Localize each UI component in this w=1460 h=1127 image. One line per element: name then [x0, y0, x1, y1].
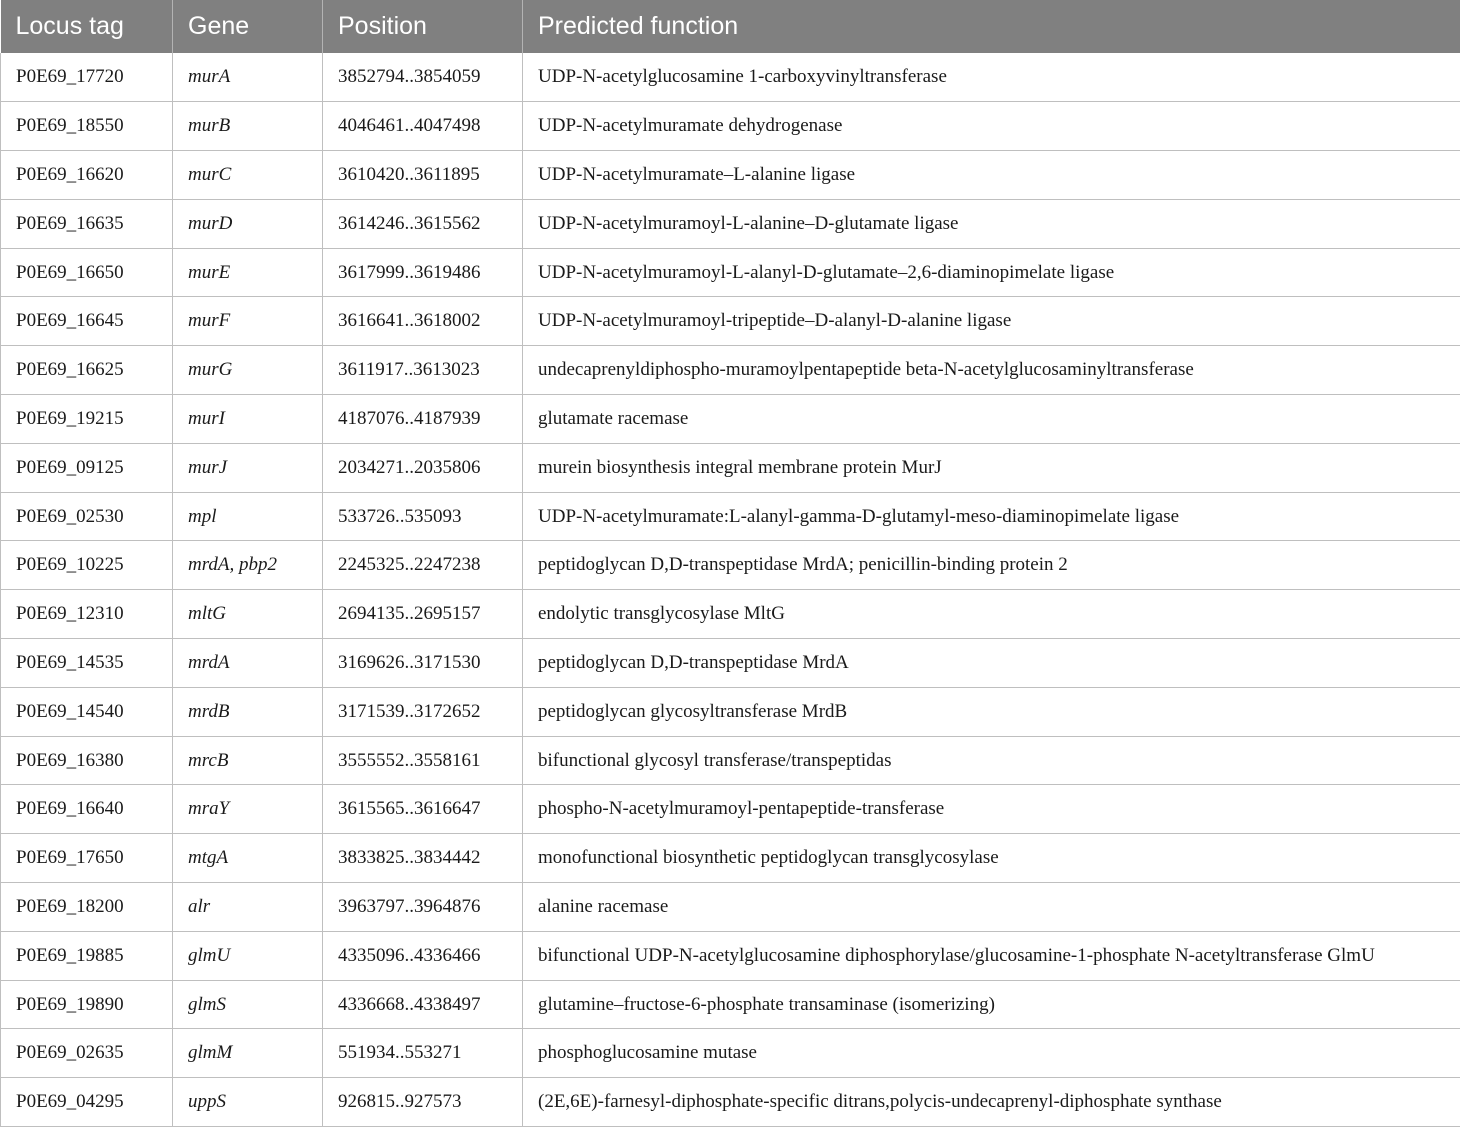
- cell-position: 3611917..3613023: [323, 346, 523, 395]
- table-row: [1, 102, 1460, 151]
- header-locus-tag: Locus tag: [1, 0, 173, 53]
- table-row: [1, 931, 1460, 980]
- cell-gene: murI: [173, 395, 323, 444]
- cell-locus-tag: P0E69_19215: [1, 395, 173, 444]
- cell-locus-tag: P0E69_16650: [1, 248, 173, 297]
- cell-position: 4335096..4336466: [323, 931, 523, 980]
- cell-predicted-function: alanine racemase: [523, 883, 1460, 932]
- cell-position: 4187076..4187939: [323, 395, 523, 444]
- cell-locus-tag: P0E69_16625: [1, 346, 173, 395]
- header-row: [1, 0, 1460, 53]
- cell-predicted-function: peptidoglycan glycosyltransferase MrdB: [523, 687, 1460, 736]
- cell-gene: mpl: [173, 492, 323, 541]
- cell-position: 3616641..3618002: [323, 297, 523, 346]
- cell-position: 3171539..3172652: [323, 687, 523, 736]
- table-row: [1, 199, 1460, 248]
- cell-predicted-function: undecaprenyldiphospho-muramoylpentapeptide beta-N-acetylglucosaminyltransferase: [523, 346, 1460, 395]
- cell-gene: glmU: [173, 931, 323, 980]
- cell-locus-tag: P0E69_16635: [1, 199, 173, 248]
- cell-gene: mrdB: [173, 687, 323, 736]
- cell-predicted-function: glutamine–fructose-6-phosphate transaminase (isomerizing): [523, 980, 1460, 1029]
- cell-locus-tag: P0E69_10225: [1, 541, 173, 590]
- cell-locus-tag: P0E69_02530: [1, 492, 173, 541]
- cell-locus-tag: P0E69_19885: [1, 931, 173, 980]
- table-header: [1, 0, 1460, 53]
- cell-locus-tag: P0E69_16645: [1, 297, 173, 346]
- cell-locus-tag: P0E69_04295: [1, 1078, 173, 1127]
- cell-predicted-function: monofunctional biosynthetic peptidoglycan transglycosylase: [523, 834, 1460, 883]
- cell-gene: murB: [173, 102, 323, 151]
- table-row: [1, 541, 1460, 590]
- cell-gene: murJ: [173, 443, 323, 492]
- cell-locus-tag: P0E69_16380: [1, 736, 173, 785]
- cell-gene: uppS: [173, 1078, 323, 1127]
- cell-position: 3555552..3558161: [323, 736, 523, 785]
- table-row: [1, 834, 1460, 883]
- cell-gene: mltG: [173, 590, 323, 639]
- cell-position: 3833825..3834442: [323, 834, 523, 883]
- cell-gene: murA: [173, 53, 323, 102]
- cell-position: 3614246..3615562: [323, 199, 523, 248]
- cell-locus-tag: P0E69_14540: [1, 687, 173, 736]
- cell-gene: murG: [173, 346, 323, 395]
- cell-predicted-function: UDP-N-acetylmuramoyl-L-alanine–D-glutamate ligase: [523, 199, 1460, 248]
- table-row: [1, 785, 1460, 834]
- cell-position: 3617999..3619486: [323, 248, 523, 297]
- header-position: Position: [323, 0, 523, 53]
- cell-gene: glmM: [173, 1029, 323, 1078]
- cell-position: 2034271..2035806: [323, 443, 523, 492]
- cell-locus-tag: P0E69_17650: [1, 834, 173, 883]
- cell-gene: mrdA: [173, 639, 323, 688]
- cell-predicted-function: murein biosynthesis integral membrane protein MurJ: [523, 443, 1460, 492]
- cell-gene: mtgA: [173, 834, 323, 883]
- cell-gene: mrcB: [173, 736, 323, 785]
- header-predicted-function: Predicted function: [523, 0, 1460, 53]
- table-row: [1, 297, 1460, 346]
- cell-predicted-function: endolytic transglycosylase MltG: [523, 590, 1460, 639]
- cell-gene: murE: [173, 248, 323, 297]
- cell-gene: mraY: [173, 785, 323, 834]
- cell-predicted-function: peptidoglycan D,D-transpeptidase MrdA: [523, 639, 1460, 688]
- table-row: [1, 443, 1460, 492]
- cell-position: 533726..535093: [323, 492, 523, 541]
- cell-predicted-function: bifunctional UDP-N-acetylglucosamine diphosphorylase/glucosamine-1-phosphate N-acetyltransferase GlmU: [523, 931, 1460, 980]
- table-row: [1, 1029, 1460, 1078]
- cell-position: 2694135..2695157: [323, 590, 523, 639]
- cell-position: 3169626..3171530: [323, 639, 523, 688]
- table-row: [1, 395, 1460, 444]
- cell-locus-tag: P0E69_18200: [1, 883, 173, 932]
- cell-predicted-function: UDP-N-acetylmuramate dehydrogenase: [523, 102, 1460, 151]
- cell-locus-tag: P0E69_02635: [1, 1029, 173, 1078]
- table-row: [1, 590, 1460, 639]
- cell-position: 551934..553271: [323, 1029, 523, 1078]
- cell-position: 3615565..3616647: [323, 785, 523, 834]
- cell-predicted-function: UDP-N-acetylmuramate:L-alanyl-gamma-D-glutamyl-meso-diaminopimelate ligase: [523, 492, 1460, 541]
- cell-locus-tag: P0E69_16640: [1, 785, 173, 834]
- table-row: [1, 346, 1460, 395]
- table-body: [1, 53, 1460, 1127]
- table-row: [1, 736, 1460, 785]
- cell-predicted-function: UDP-N-acetylmuramoyl-tripeptide–D-alanyl-D-alanine ligase: [523, 297, 1460, 346]
- cell-gene: glmS: [173, 980, 323, 1029]
- cell-position: 4046461..4047498: [323, 102, 523, 151]
- cell-gene: alr: [173, 883, 323, 932]
- cell-locus-tag: P0E69_12310: [1, 590, 173, 639]
- cell-position: 4336668..4338497: [323, 980, 523, 1029]
- cell-predicted-function: UDP-N-acetylmuramate–L-alanine ligase: [523, 151, 1460, 200]
- cell-predicted-function: phosphoglucosamine mutase: [523, 1029, 1460, 1078]
- cell-predicted-function: UDP-N-acetylmuramoyl-L-alanyl-D-glutamate–2,6-diaminopimelate ligase: [523, 248, 1460, 297]
- table-row: [1, 492, 1460, 541]
- cell-gene: murD: [173, 199, 323, 248]
- cell-predicted-function: UDP-N-acetylglucosamine 1-carboxyvinyltransferase: [523, 53, 1460, 102]
- table-row: [1, 687, 1460, 736]
- header-gene: Gene: [173, 0, 323, 53]
- table-row: [1, 639, 1460, 688]
- cell-locus-tag: P0E69_18550: [1, 102, 173, 151]
- cell-locus-tag: P0E69_16620: [1, 151, 173, 200]
- cell-predicted-function: glutamate racemase: [523, 395, 1460, 444]
- cell-locus-tag: P0E69_17720: [1, 53, 173, 102]
- cell-locus-tag: P0E69_09125: [1, 443, 173, 492]
- cell-position: 2245325..2247238: [323, 541, 523, 590]
- cell-position: 926815..927573: [323, 1078, 523, 1127]
- cell-position: 3852794..3854059: [323, 53, 523, 102]
- cell-predicted-function: (2E,6E)-farnesyl-diphosphate-specific ditrans,polycis-undecaprenyl-diphosphate synthase: [523, 1078, 1460, 1127]
- cell-gene: murF: [173, 297, 323, 346]
- table-row: [1, 151, 1460, 200]
- cell-locus-tag: P0E69_19890: [1, 980, 173, 1029]
- cell-position: 3610420..3611895: [323, 151, 523, 200]
- table-row: [1, 980, 1460, 1029]
- cell-predicted-function: bifunctional glycosyl transferase/transpeptidas: [523, 736, 1460, 785]
- cell-gene: mrdA, pbp2: [173, 541, 323, 590]
- cell-predicted-function: phospho-N-acetylmuramoyl-pentapeptide-transferase: [523, 785, 1460, 834]
- cell-gene: murC: [173, 151, 323, 200]
- table-row: [1, 883, 1460, 932]
- table-row: [1, 53, 1460, 102]
- table-row: [1, 248, 1460, 297]
- cell-predicted-function: peptidoglycan D,D-transpeptidase MrdA; penicillin-binding protein 2: [523, 541, 1460, 590]
- cell-locus-tag: P0E69_14535: [1, 639, 173, 688]
- table-row: [1, 1078, 1460, 1127]
- cell-position: 3963797..3964876: [323, 883, 523, 932]
